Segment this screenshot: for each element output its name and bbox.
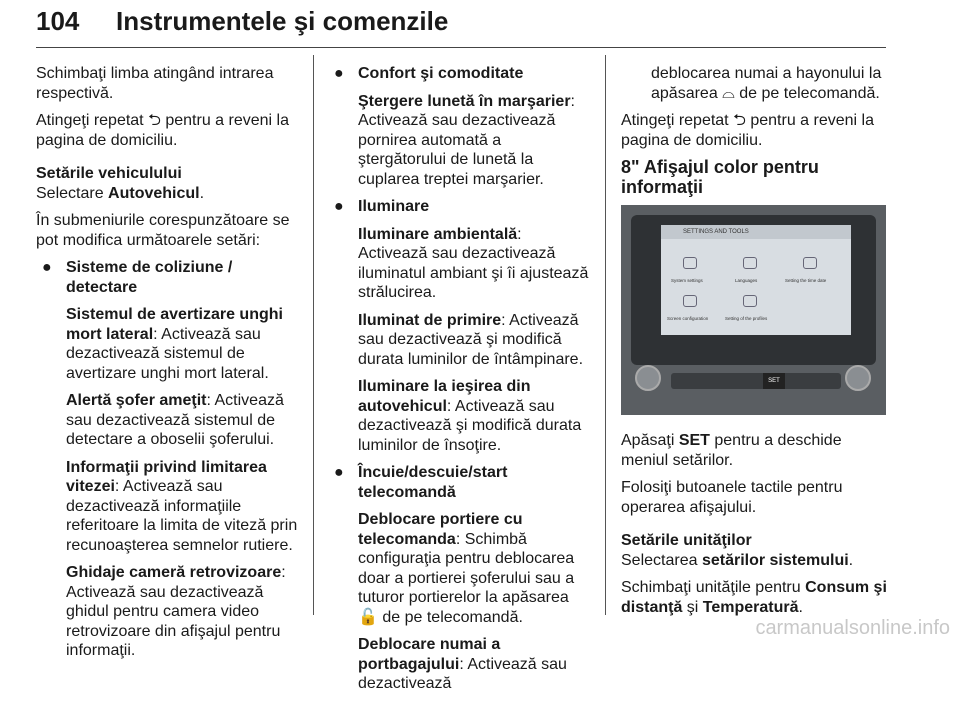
system-settings-icon (683, 257, 697, 269)
section-heading: Setările unităţilor (621, 532, 752, 549)
paragraph: Selectare Autovehicul. (36, 184, 205, 202)
column-divider-1 (313, 55, 314, 615)
tailgate-icon: ⌓ (722, 84, 735, 102)
page-number: 104 (36, 6, 80, 36)
clock-icon (803, 257, 817, 269)
chapter-title: Instrumentele şi comenzile (116, 6, 449, 36)
display-photo (621, 205, 886, 415)
set-button: SET (763, 373, 785, 389)
paragraph: Folosiţi butoanele tactile pentru operarea afişajului. (621, 479, 843, 516)
volume-knob (635, 365, 661, 391)
paragraph: Atingeţi repetat ⮌ pentru a reveni la pagina de domiciliu. (621, 112, 874, 149)
back-arrow-icon: ⮌ (733, 112, 746, 129)
column-1 (36, 64, 301, 669)
header-divider (36, 47, 886, 48)
bullet-item: ● Încuie/descuie/start telecomandă (334, 464, 508, 501)
section-heading: 8" Afişajul color pentru informaţii (621, 157, 819, 197)
languages-icon (743, 257, 757, 269)
paragraph: Apăsaţi SET pentru a deschide meniul setărilor. (621, 432, 842, 469)
paragraph: Atingeţi repetat ⮌ pentru a reveni la pagina de domiciliu. (36, 112, 289, 149)
screen-item: Setting the time date (785, 278, 827, 283)
paragraph: Schimbaţi limba atingând intrarea respectivă. (36, 65, 274, 102)
sub-item-continued: deblocarea numai a hayonului la apăsarea ⌓ de pe telecomandă. (651, 65, 882, 102)
screen-item: Languages (735, 278, 758, 283)
bullet-item: ● Iluminare (334, 198, 430, 215)
section-heading: Setările vehiculului (36, 165, 182, 182)
paragraph: În submeniurile corespunzătoare se pot modifica următoarele setări: (36, 212, 290, 249)
screen-title: SETTINGS AND TOOLS (661, 225, 851, 239)
sub-item: Iluminare ambientală: Activează sau dezactivează iluminatul ambiant şi îi ajustează strălucirea. (358, 225, 589, 301)
sub-item: Iluminat de primire: Activează sau dezactivează şi modifică durata luminilor de întâmpinare. (358, 311, 584, 368)
column-divider-2 (605, 55, 606, 615)
profile-icon (743, 295, 757, 307)
button-row (671, 373, 841, 389)
watermark: carmanualsonline.info (755, 617, 950, 639)
bullet-item: ● Confort şi comoditate (334, 65, 524, 82)
sub-item: Deblocare portiere cu telecomanda: Schimbă configuraţia pentru deblocarea doar a portierei şoferului sau a tuturor portierelor la apăsarea 🔓 de pe telecomandă. (358, 511, 575, 626)
screen-config-icon (683, 295, 697, 307)
screen-item: Setting of the profiles (725, 316, 768, 321)
sub-item: Informaţii privind limitarea vitezei: Activează sau dezactivează informaţiile referitoare la limita de viteză prin recunoaşterea semnelor rutiere. (66, 458, 298, 554)
screen-item: Screen configuration (667, 316, 709, 321)
column-2 (328, 64, 593, 702)
sub-item: Iluminare la ieşirea din autovehicul: Activează sau dezactivează şi modifică durata luminilor de însoţire. (358, 378, 582, 454)
sub-item: Sistemul de avertizare unghi mort lateral: Activează sau dezactivează sistemul de avertizare unghi mort lateral. (66, 306, 283, 382)
column-3 (621, 64, 889, 625)
sub-item: Alertă şofer ameţit: Activează sau dezactivează sistemul de detectare a oboselii şoferului. (66, 392, 284, 448)
sub-item: Deblocare numai a portbagajului: Activează sau dezactivează (358, 636, 567, 692)
bullet-item: ● Sisteme de coliziune / detectare (42, 259, 233, 296)
paragraph: Schimbaţi unităţile pentru Consum şi distanţă şi Temperatură. (621, 579, 887, 616)
tune-knob (845, 365, 871, 391)
back-arrow-icon: ⮌ (148, 112, 161, 129)
sub-item: Ştergere lunetă în marşarier: Activează sau dezactivează pornirea automată a ştergătorului de lunetă la cuplarea treptei marşarier. (358, 92, 575, 188)
display-screen (661, 225, 851, 335)
paragraph: Selectarea setărilor sistemului. (621, 551, 854, 569)
unlock-key-icon: 🔓 (358, 608, 378, 626)
screen-item: System settings (671, 278, 703, 283)
page-header (36, 6, 886, 44)
sub-item: Ghidaje cameră retrovizoare: Activează sau dezactivează ghidul pentru camera video retrovizoare din afişajul pentru informaţii. (66, 564, 286, 659)
